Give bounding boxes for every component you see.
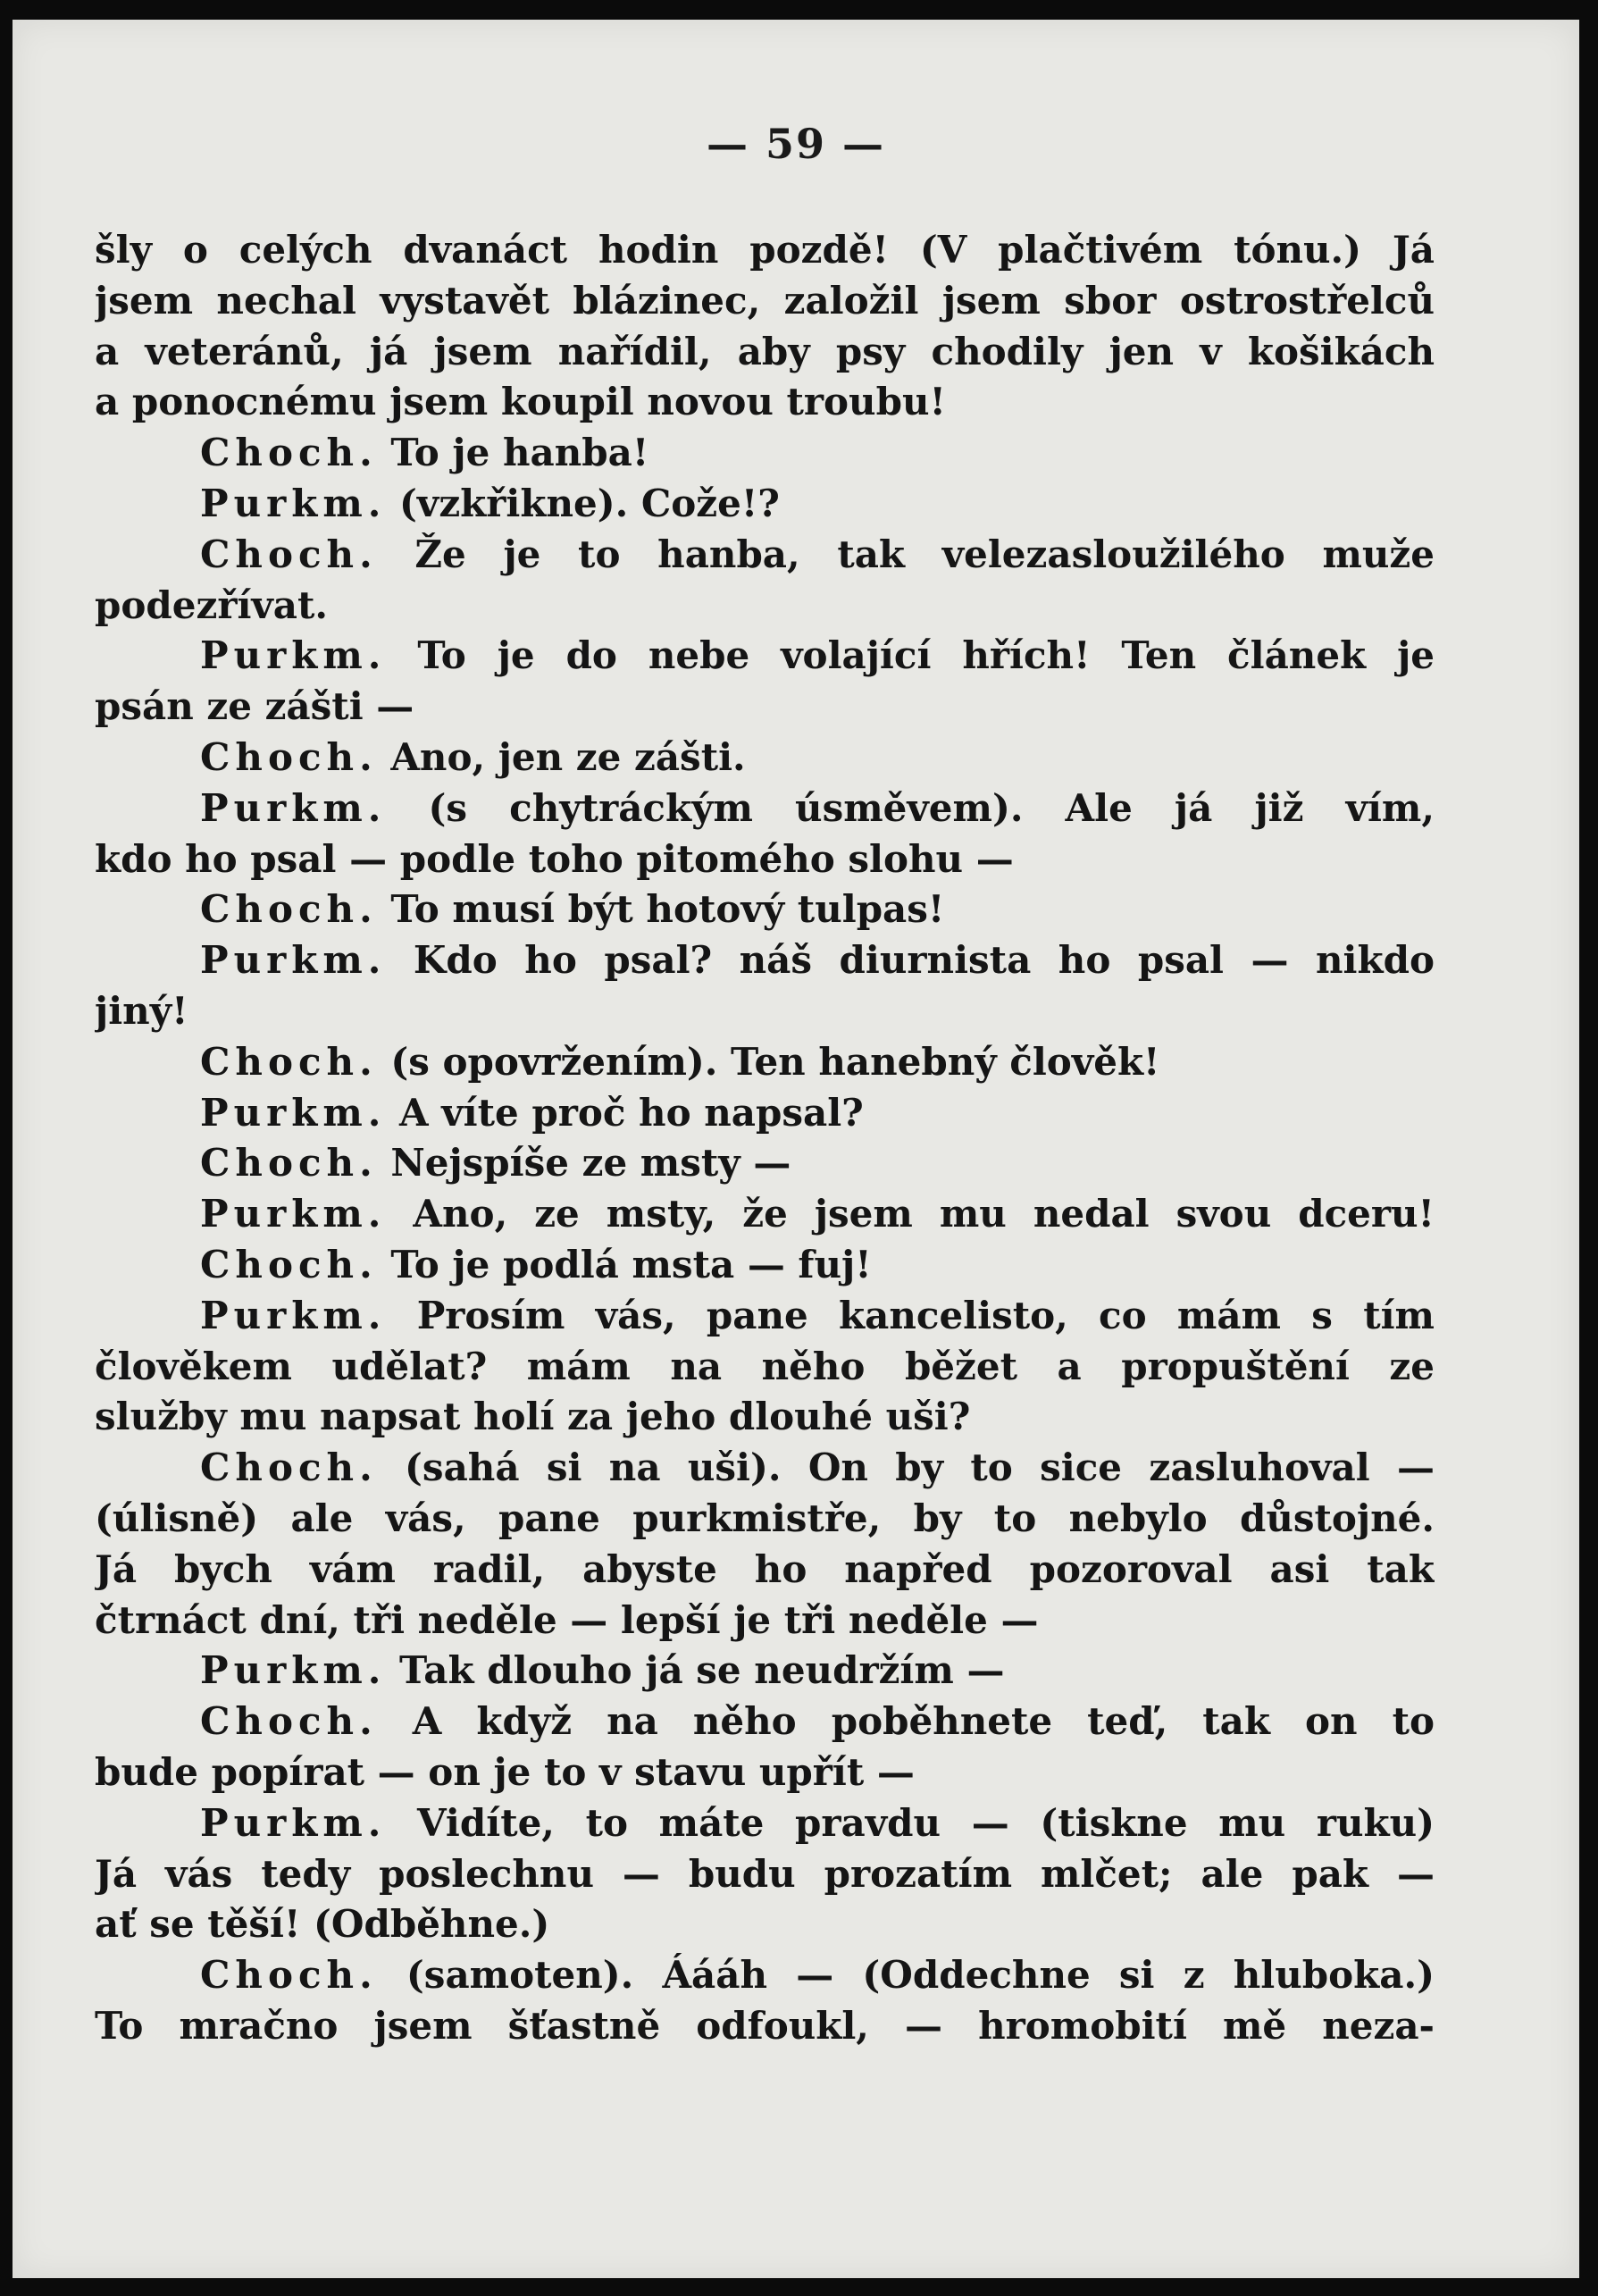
speaker-name: Choch. xyxy=(200,1445,378,1490)
page-number: — 59 — xyxy=(706,120,886,168)
speaker-name: Purkm. xyxy=(200,633,387,678)
line-text: To mračno jsem šťastně odfoukl, — hromobití mě neza- xyxy=(95,2003,1435,2048)
line-text: Já bych vám radil, abyste ho napřed pozoroval asi tak xyxy=(95,1546,1435,1591)
line-text: (vzkřikne). Cože!? xyxy=(386,481,780,525)
speaker-name: Choch. xyxy=(200,1953,378,1998)
line-text: Tak dlouho já se neudržím — xyxy=(386,1648,1005,1693)
speaker-name: Purkm. xyxy=(200,1648,387,1693)
line-text: To je hanba! xyxy=(377,431,649,475)
line-text: (s chytráckým úsměvem). Ale já již vím, xyxy=(386,785,1435,830)
line-text: ať se těší! (Odběhne.) xyxy=(95,1902,550,1947)
speaker-name: Purkm. xyxy=(200,785,387,830)
text-line xyxy=(95,1545,1435,1596)
text-line xyxy=(95,834,1435,885)
text-line xyxy=(95,530,1435,581)
speaker-name: Choch. xyxy=(200,887,378,932)
text-line xyxy=(95,377,1435,428)
line-text: To musí být hotový tulpas! xyxy=(377,887,945,932)
text-line xyxy=(95,1240,1435,1291)
book-page xyxy=(13,20,1579,2278)
text-line xyxy=(95,1291,1435,1342)
line-text: podezřívat. xyxy=(95,582,329,627)
line-text: a ponocnému jsem koupil novou troubu! xyxy=(95,380,946,424)
text-line xyxy=(95,2001,1435,2052)
text-line xyxy=(95,1697,1435,1747)
line-text: (úlisně) ale vás, pane purkmistře, by to nebylo důstojné. xyxy=(95,1496,1435,1540)
line-text: šly o celých dvanáct hodin pozdě! (V plačtivém tónu.) Já xyxy=(95,228,1435,272)
speaker-name: Choch. xyxy=(200,734,378,779)
text-line xyxy=(95,1747,1435,1798)
line-text: Ano, jen ze zášti. xyxy=(377,734,746,779)
text-line xyxy=(95,327,1435,378)
speaker-name: Purkm. xyxy=(200,1090,387,1135)
text-line xyxy=(95,1798,1435,1849)
text-line xyxy=(95,1494,1435,1545)
speaker-name: Purkm. xyxy=(200,938,387,983)
line-text: služby mu napsat holí za jeho dlouhé uši? xyxy=(95,1395,971,1439)
text-line xyxy=(95,1950,1435,2001)
text-line xyxy=(95,1138,1435,1189)
text-line xyxy=(95,1342,1435,1393)
line-text: bude popírat — on je to v stavu upřít — xyxy=(95,1749,915,1794)
text-line xyxy=(95,1849,1435,1900)
text-line xyxy=(95,428,1435,479)
body-text xyxy=(95,225,1435,2052)
speaker-name: Choch. xyxy=(200,1699,378,1744)
text-line xyxy=(95,1596,1435,1647)
line-text: Ano, ze msty, že jsem mu nedal svou dceru! xyxy=(386,1192,1435,1236)
line-text: Já vás tedy poslechnu — budu prozatím mlčet; ale pak — xyxy=(95,1851,1435,1896)
text-line xyxy=(95,783,1435,834)
text-line xyxy=(95,682,1435,733)
text-line xyxy=(95,225,1435,276)
line-text: (samoten). Áááh — (Oddechne si z hluboka.) xyxy=(377,1953,1435,1998)
line-text: a veteránů, já jsem nařídil, aby psy chodily jen v košikách xyxy=(95,329,1435,373)
line-text: Prosím vás, pane kancelisto, co mám s tím xyxy=(386,1293,1435,1337)
speaker-name: Choch. xyxy=(200,532,378,576)
text-line xyxy=(95,1899,1435,1950)
text-line xyxy=(95,631,1435,682)
line-text: (s opovržením). Ten hanebný člověk! xyxy=(377,1039,1160,1084)
line-text: To je do nebe volající hřích! Ten článek je xyxy=(386,633,1435,678)
text-line xyxy=(95,276,1435,327)
text-line xyxy=(95,733,1435,783)
line-text: A víte proč ho napsal? xyxy=(386,1090,864,1135)
line-text: Kdo ho psal? náš diurnista ho psal — nikdo xyxy=(386,938,1435,983)
line-text: (sahá si na uši). On by to sice zasluhoval — xyxy=(377,1445,1435,1490)
text-line xyxy=(95,1037,1435,1088)
line-text: jsem nechal vystavět blázinec, založil jsem sbor ostrostřelců xyxy=(95,278,1435,323)
speaker-name: Purkm. xyxy=(200,1192,387,1236)
text-line xyxy=(95,581,1435,632)
text-line xyxy=(95,884,1435,935)
text-line xyxy=(95,479,1435,530)
line-text: To je podlá msta — fuj! xyxy=(377,1242,872,1286)
text-line xyxy=(95,1392,1435,1443)
line-text: čtrnáct dní, tři neděle — lepší je tři neděle — xyxy=(95,1597,1039,1642)
speaker-name: Choch. xyxy=(200,1242,378,1286)
text-line xyxy=(95,986,1435,1037)
speaker-name: Choch. xyxy=(200,1039,378,1084)
text-line xyxy=(95,1646,1435,1697)
line-text: jiný! xyxy=(95,988,188,1033)
speaker-name: Choch. xyxy=(200,1141,378,1186)
text-line xyxy=(95,1088,1435,1139)
line-text: Nejspíše ze msty — xyxy=(377,1141,791,1186)
speaker-name: Purkm. xyxy=(200,1800,387,1845)
speaker-name: Purkm. xyxy=(200,1293,387,1337)
line-text: kdo ho psal — podle toho pitomého slohu — xyxy=(95,836,1014,881)
speaker-name: Choch. xyxy=(200,431,378,475)
line-text: člověkem udělat? mám na něho běžet a propuštění ze xyxy=(95,1344,1435,1388)
text-line xyxy=(95,1443,1435,1494)
text-line xyxy=(95,1189,1435,1240)
line-text: Že je to hanba, tak velezasloužilého muže xyxy=(377,532,1435,576)
line-text: psán ze zášti — xyxy=(95,684,414,729)
speaker-name: Purkm. xyxy=(200,481,387,525)
line-text: A když na něho poběhnete teď, tak on to xyxy=(377,1699,1435,1744)
line-text: Vidíte, to máte pravdu — (tiskne mu ruku) xyxy=(386,1800,1435,1845)
text-line xyxy=(95,935,1435,986)
